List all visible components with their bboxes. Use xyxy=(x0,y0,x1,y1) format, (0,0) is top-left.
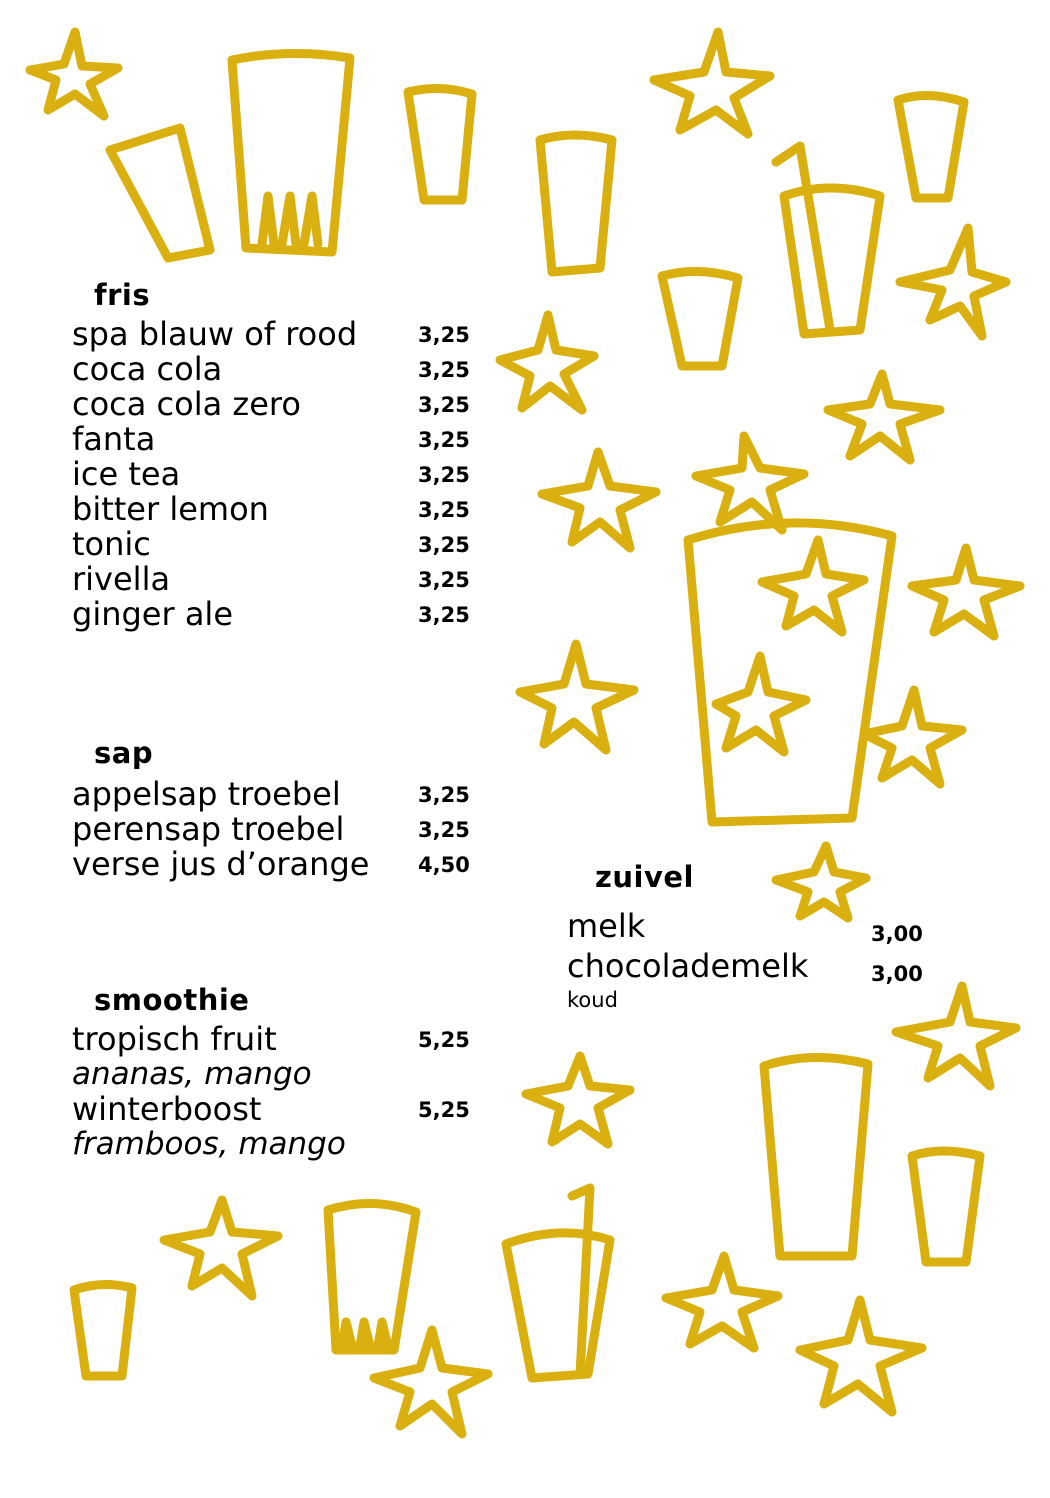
item-name: verse jus d’orange xyxy=(72,845,370,883)
menu-item xyxy=(72,595,470,633)
glass-icon xyxy=(688,523,892,822)
star-icon xyxy=(900,228,1006,336)
item-name: rivella xyxy=(72,560,171,598)
menu-item xyxy=(567,907,923,949)
menu-item xyxy=(72,845,470,883)
glass-icon xyxy=(378,1322,388,1346)
item-name: ginger ale xyxy=(72,595,233,633)
menu-item xyxy=(72,385,470,423)
glass-icon xyxy=(764,1057,868,1256)
item-price: 3,00 xyxy=(871,922,923,946)
item-name: appelsap troebel xyxy=(72,775,341,813)
menu-item xyxy=(72,455,470,493)
item-name: tropisch fruit xyxy=(72,1020,277,1058)
star-icon xyxy=(896,986,1016,1086)
item-name: spa blauw of rood xyxy=(72,315,358,353)
glass-icon xyxy=(540,135,612,272)
item-name: coca cola xyxy=(72,350,223,388)
glass-icon xyxy=(342,1322,352,1346)
item-name: fanta xyxy=(72,420,156,458)
item-price: 5,25 xyxy=(418,1098,470,1122)
star-icon xyxy=(654,32,770,134)
item-price: 3,25 xyxy=(418,463,470,487)
section-sap xyxy=(72,735,470,883)
item-name: winterboost xyxy=(72,1090,262,1128)
item-price: 4,50 xyxy=(418,853,470,877)
star-icon xyxy=(542,452,656,548)
menu-item xyxy=(72,1090,470,1128)
item-description: framboos, mango xyxy=(72,1126,346,1162)
glass-icon xyxy=(74,1284,132,1376)
item-name: melk xyxy=(567,907,646,945)
star-icon xyxy=(696,436,804,530)
section-heading: sap xyxy=(94,736,154,770)
star-icon xyxy=(912,548,1020,636)
item-description: ananas, mango xyxy=(72,1056,312,1092)
item-name: coca cola zero xyxy=(72,385,301,423)
star-icon xyxy=(30,32,118,116)
star-icon xyxy=(520,644,634,750)
item-name: tonic xyxy=(72,525,151,563)
item-price: 3,25 xyxy=(418,783,470,807)
menu-item xyxy=(72,490,470,528)
item-price: 3,00 xyxy=(871,962,923,986)
glass-with-straw-icon xyxy=(506,1233,610,1378)
item-name: chocolademelk xyxy=(567,947,809,985)
star-icon xyxy=(762,540,864,632)
item-price: 3,25 xyxy=(418,818,470,842)
menu-item xyxy=(72,350,470,388)
section-heading: smoothie xyxy=(94,983,250,1017)
item-price: 3,25 xyxy=(418,323,470,347)
star-icon xyxy=(864,690,962,784)
section-smoothie xyxy=(72,982,470,1162)
menu-item xyxy=(72,560,470,598)
star-icon xyxy=(800,1300,922,1412)
menu-item xyxy=(72,1020,470,1058)
glass-icon xyxy=(898,95,964,198)
star-icon xyxy=(828,374,940,460)
menu-item xyxy=(72,420,470,458)
star-icon xyxy=(164,1200,278,1296)
glass-icon xyxy=(110,128,210,258)
glass-icon xyxy=(304,196,318,244)
menu-item xyxy=(72,525,470,563)
menu-item xyxy=(72,810,470,848)
item-price: 3,25 xyxy=(418,603,470,627)
section-heading: fris xyxy=(94,278,151,312)
glass-icon xyxy=(662,271,738,366)
item-name: ice tea xyxy=(72,455,181,493)
star-icon xyxy=(526,1056,630,1144)
star-icon xyxy=(666,1256,778,1348)
section-heading: zuivel xyxy=(595,860,694,894)
item-name: bitter lemon xyxy=(72,490,269,528)
glass-with-straw-icon xyxy=(784,188,880,334)
glass-icon xyxy=(408,88,472,200)
menu-item xyxy=(72,315,470,353)
glass-icon xyxy=(262,196,274,244)
item-price: 3,25 xyxy=(418,498,470,522)
section-zuivel xyxy=(567,859,923,1012)
menu-item xyxy=(567,947,923,989)
glass-icon xyxy=(360,1322,370,1346)
item-price: 3,25 xyxy=(418,568,470,592)
item-price: 5,25 xyxy=(418,1028,470,1052)
section-fris xyxy=(72,277,470,633)
menu-item xyxy=(72,775,470,813)
item-note: koud xyxy=(567,988,618,1012)
glass-icon xyxy=(282,196,296,244)
item-price: 3,25 xyxy=(418,358,470,382)
glass-with-straw-icon xyxy=(572,1188,590,1374)
item-price: 3,25 xyxy=(418,428,470,452)
item-price: 3,25 xyxy=(418,393,470,417)
star-icon xyxy=(500,315,594,410)
glass-icon xyxy=(912,1151,980,1262)
item-name: perensap troebel xyxy=(72,810,345,848)
item-price: 3,25 xyxy=(418,533,470,557)
star-icon xyxy=(716,656,806,752)
